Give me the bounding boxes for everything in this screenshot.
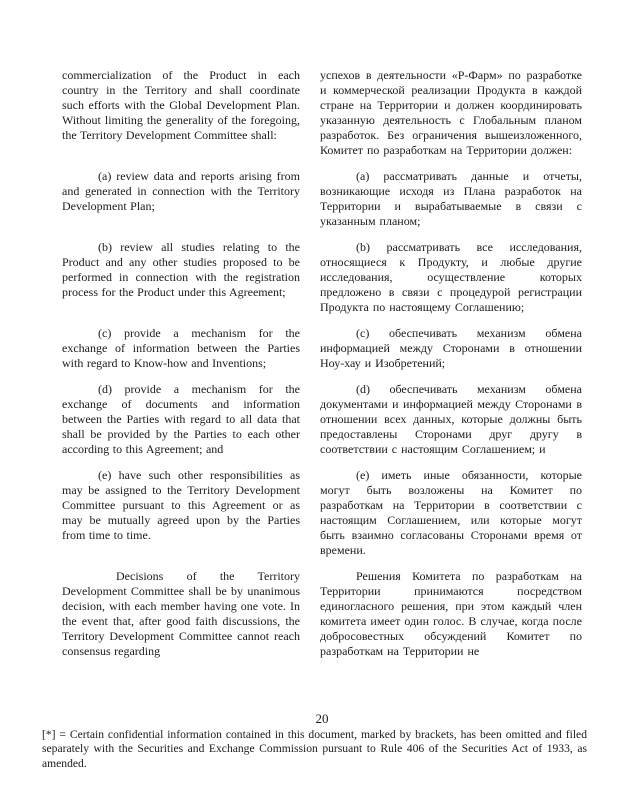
clause-row-c — [62, 326, 582, 371]
clause-row-a — [62, 169, 582, 229]
clause-row-decisions — [62, 569, 582, 659]
clause-a-en: (a) review data and reports arising from and generated in connection with the Territory Development Plan; — [62, 169, 300, 213]
paragraph-decisions-en: Decisions of the Territory Development Committee shall be by unanimous decision, with each member having one vote. In the event that, after good faith discussions, the Territory Development Committee cannot reach consensus regarding — [62, 569, 300, 658]
clause-d-ru: (d) обеспечивать механизм обмена документами и информацией между Сторонами в отношении всех данных, которые должны быть предоставлены Сторонами друг другу в соответствии с настоящим Соглашением; и — [320, 382, 582, 456]
clause-row-intro — [62, 68, 582, 158]
paragraph-intro-ru: успехов в деятельности «Р-Фарм» по разработке и коммерческой реализации Продукта в каждой стране на Территории и должен координировать указанную деятельность с Глобальным планом разработок. Без ограничения вышеизложенного, Комитет по разработкам на Территории должен: — [320, 68, 582, 157]
clause-b-en: (b) review all studies relating to the Product and any other studies proposed to be performed in connection with the registration process for the Product under this Agreement; — [62, 240, 300, 299]
clause-a-ru: (a) рассматривать данные и отчеты, возникающие исходя из Плана разработок на Территории и вырабатываемые в связи с указанным планом; — [320, 169, 582, 228]
clause-row-d — [62, 382, 582, 457]
clause-e-en: (e) have such other responsibilities as may be assigned to the Territory Development Committee pursuant to this Agreement or as may be mutually agreed upon by the Parties from time to time. — [62, 468, 300, 542]
clause-b-ru: (b) рассматривать все исследования, относящиеся к Продукту, и любые другие исследования, осуществление которых предложено в связи с процедурой регистрации Продукта по настоящему Соглашению; — [320, 240, 582, 314]
clause-row-b — [62, 240, 582, 315]
paragraph-intro-en: commercialization of the Product in each country in the Territory and shall coordinate such efforts with the Global Development Plan. Without limiting the generality of the foregoing, the Territory Development Committee shall: — [62, 68, 300, 142]
paragraph-decisions-ru: Решения Комитета по разработкам на Территории принимаются посредством единогласного решения, при этом каждый член комитета имеет один голос. В случае, когда после добросовестных обсуждений Комитет по разработкам на Территории не — [320, 569, 582, 658]
contract-body — [62, 68, 582, 670]
clause-e-ru: (e) иметь иные обязанности, которые могут быть возложены на Комитет по разработкам на Территории в соответствии с настоящим Соглашением, или которые могут быть взаимно согласованы Сторонами время от времени. — [320, 468, 582, 557]
clause-row-e — [62, 468, 582, 558]
clause-d-en: (d) provide a mechanism for the exchange of documents and information between the Parties with regard to all data that shall be provided by the Parties to each other according to this Agreement; and — [62, 382, 300, 456]
clause-c-en: (c) provide a mechanism for the exchange of information between the Parties with regard to Know-how and Inventions; — [62, 326, 300, 370]
clause-c-ru: (c) обеспечивать механизм обмена информацией между Сторонами в отношении Ноу-хау и Изобретений; — [320, 326, 582, 370]
confidentiality-footnote: [*] = Certain confidential information contained in this document, marked by brackets, has been omitted and filed separately with the Securities and Exchange Commission pursuant to Rule 406 of the Securities Act of 1933, as amended. — [42, 728, 587, 770]
page-number: 20 — [315, 711, 329, 726]
